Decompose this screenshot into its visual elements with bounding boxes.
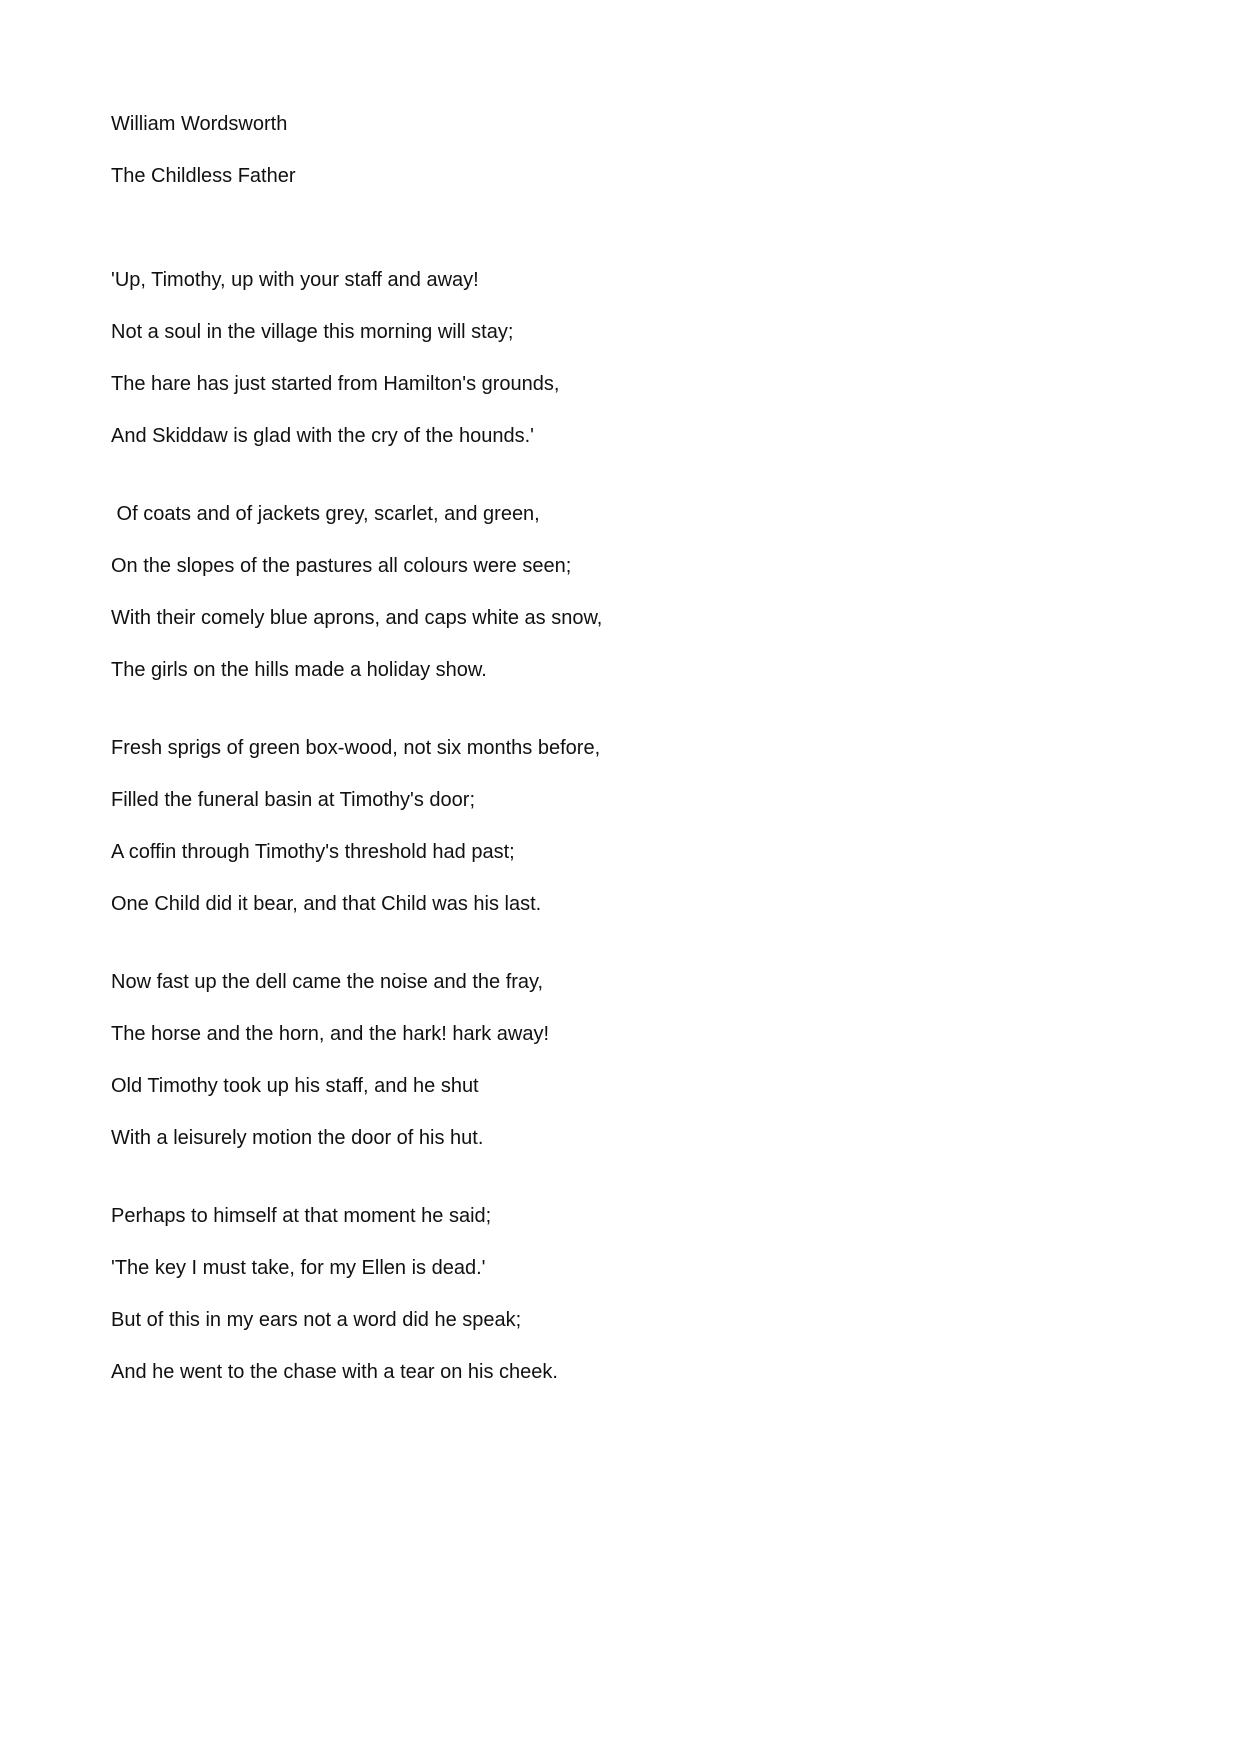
spacer <box>111 449 1131 501</box>
stanza-5 <box>111 1203 1131 1385</box>
poem-line: One Child did it bear, and that Child was his last. <box>111 893 542 915</box>
poem-line: The girls on the hills made a holiday show. <box>111 659 487 681</box>
spacer <box>111 683 1131 735</box>
document-body <box>111 111 1131 1385</box>
poem-line: And Skiddaw is glad with the cry of the hounds.' <box>111 425 534 447</box>
poem-line: With their comely blue aprons, and caps white as snow, <box>111 607 603 629</box>
spacer <box>111 917 1131 969</box>
stanza-4 <box>111 969 1131 1151</box>
poem-line: And he went to the chase with a tear on his cheek. <box>111 1361 558 1383</box>
poem-line: Of coats and of jackets grey, scarlet, and green, <box>111 503 540 525</box>
poem-line: The horse and the horn, and the hark! hark away! <box>111 1023 550 1045</box>
poem-line: But of this in my ears not a word did he speak; <box>111 1309 522 1331</box>
poem-line: Filled the funeral basin at Timothy's door; <box>111 789 476 811</box>
poem-line: Perhaps to himself at that moment he said; <box>111 1205 492 1227</box>
spacer <box>111 1151 1131 1203</box>
poem-line: With a leisurely motion the door of his hut. <box>111 1127 484 1149</box>
poem-line: 'The key I must take, for my Ellen is dead.' <box>111 1257 486 1279</box>
stanza-2 <box>111 501 1131 683</box>
poem-author: William Wordsworth <box>111 113 288 135</box>
poem-line: Fresh sprigs of green box-wood, not six months before, <box>111 737 601 759</box>
poem-line: On the slopes of the pastures all colours were seen; <box>111 555 572 577</box>
poem-line: 'Up, Timothy, up with your staff and away! <box>111 269 479 291</box>
stanza-3 <box>111 735 1131 917</box>
spacer <box>111 215 1131 267</box>
poem-line: Now fast up the dell came the noise and the fray, <box>111 971 544 993</box>
poem-title: The Childless Father <box>111 165 296 187</box>
poem-line: Not a soul in the village this morning will stay; <box>111 321 514 343</box>
poem-line: Old Timothy took up his staff, and he shut <box>111 1075 479 1097</box>
poem-line: The hare has just started from Hamilton's grounds, <box>111 373 560 395</box>
stanza-1 <box>111 267 1131 449</box>
poem-line: A coffin through Timothy's threshold had past; <box>111 841 515 863</box>
